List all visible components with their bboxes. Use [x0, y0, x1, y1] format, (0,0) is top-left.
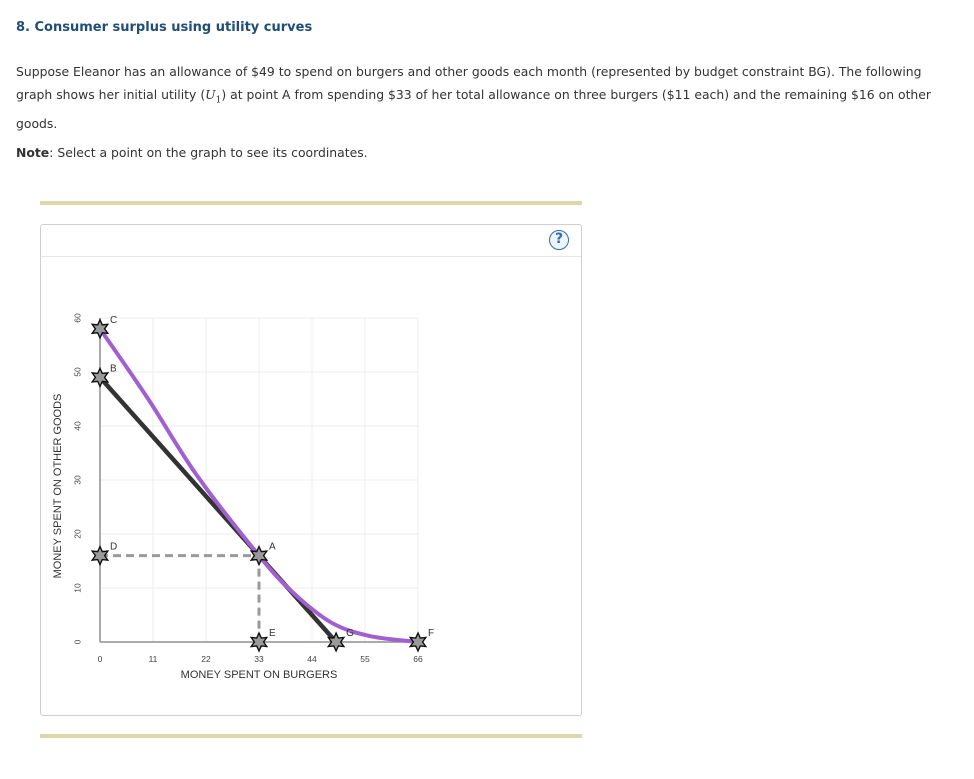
x-tick-label: 0: [97, 654, 103, 664]
y-tick-label: 20: [72, 529, 83, 539]
point-label-e: E: [269, 628, 276, 639]
axis-labels: [52, 394, 337, 681]
utility-symbol-subscript: 1: [215, 95, 222, 106]
y-tick-label: 10: [72, 583, 83, 593]
utility-chart[interactable]: [41, 225, 581, 715]
utility-symbol: [205, 87, 222, 106]
point-label-a: A: [269, 541, 276, 553]
point-label-f: F: [428, 628, 435, 639]
help-button[interactable]: ?: [549, 230, 569, 250]
x-tick-label: 33: [254, 654, 264, 664]
y-tick-label: 30: [72, 475, 83, 485]
intro-text-part2: ) at point A from spending $33 of her total allowance on three burgers ($11 each) and the remaining $16 on other goods.: [16, 87, 931, 132]
note-text: : Select a point on the graph to see its coordinates.: [49, 145, 368, 160]
point-label-g: G: [346, 628, 354, 639]
graph-panel: [40, 224, 582, 716]
x-tick-label: 11: [148, 654, 158, 664]
point-marker-e[interactable]: [251, 633, 267, 651]
y-tick-label: 50: [72, 367, 83, 377]
note-label: Note: [16, 145, 50, 160]
question-intro: [16, 60, 936, 135]
x-tick-label: 66: [413, 654, 423, 664]
graph-bottom-rule: [40, 734, 582, 738]
intro-text-part1: Suppose Eleanor has an allowance of $49 to spend on burgers and other goods each month (represented by budget constraint BG). The following graph shows her initial utility (: [16, 64, 922, 102]
y-tick-label: 40: [72, 421, 83, 431]
grid-lines: [100, 318, 418, 642]
y-axis-label: MONEY SPENT ON OTHER GOODS: [51, 393, 64, 579]
point-label-b: B: [110, 363, 117, 375]
utility-symbol-letter: U: [205, 87, 216, 102]
x-tick-label: 55: [360, 654, 370, 664]
x-tick-label: 44: [307, 654, 317, 664]
x-axis-label: MONEY SPENT ON BURGERS: [180, 669, 338, 681]
x-tick-label: 22: [201, 654, 211, 664]
budget-constraint-line: [100, 377, 336, 642]
point-label-c: C: [110, 314, 118, 326]
y-tick-label: 0: [72, 639, 83, 645]
graph-top-rule: [40, 201, 582, 205]
note: [16, 145, 368, 160]
point-markers[interactable]: [92, 315, 434, 651]
y-tick-label: 60: [72, 313, 83, 323]
dashed-reference-lines: [100, 556, 259, 642]
point-marker-f[interactable]: [410, 633, 426, 651]
question-title: 8. Consumer surplus using utility curves: [16, 20, 313, 35]
point-label-d: D: [110, 541, 118, 553]
point-marker-d[interactable]: [92, 547, 108, 565]
